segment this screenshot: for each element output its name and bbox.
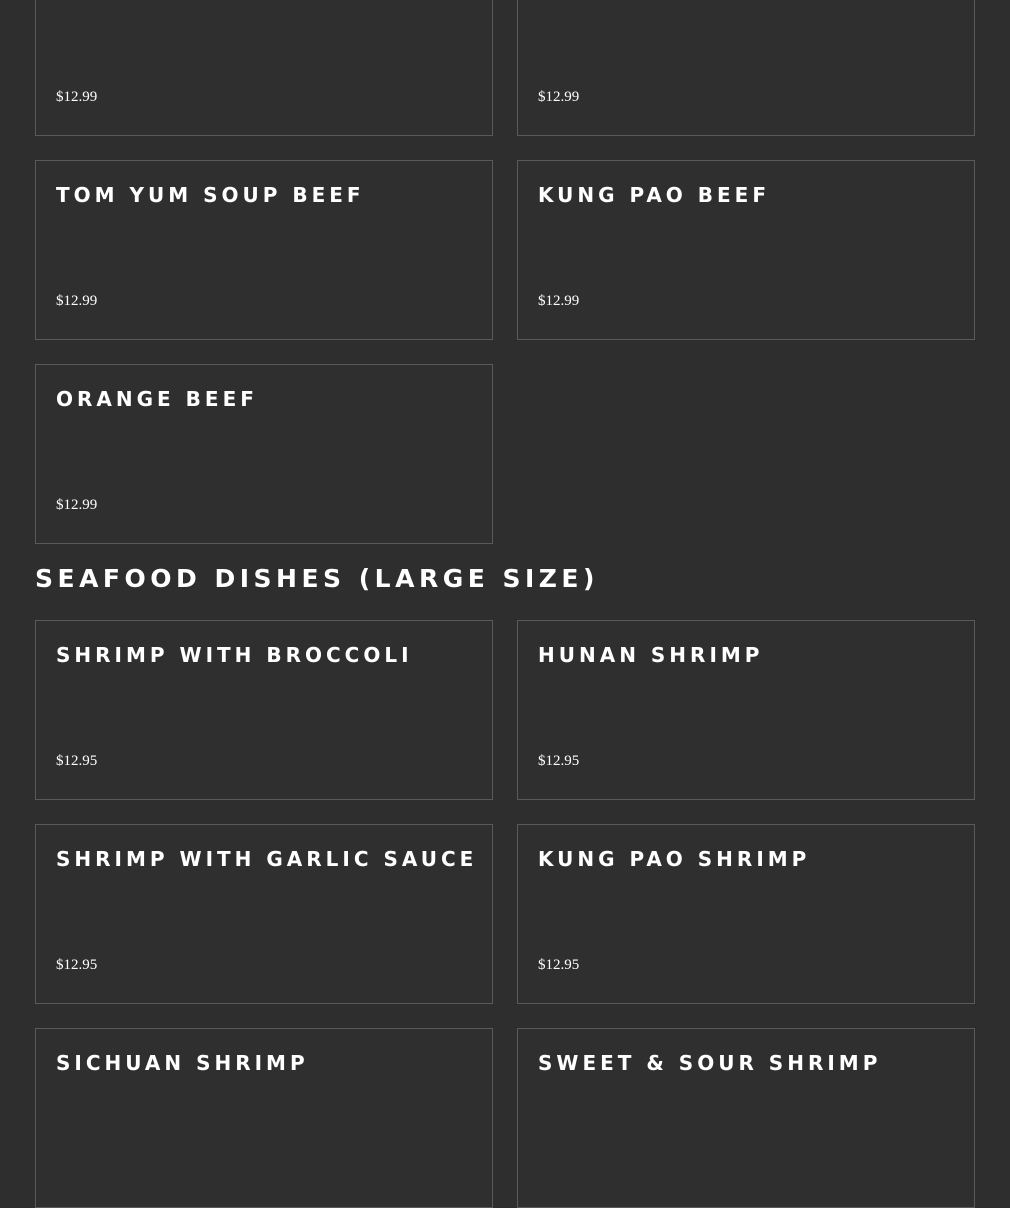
menu-item-price: $12.99	[56, 89, 98, 105]
menu-item-price: $12.95	[538, 753, 580, 769]
menu-item-card[interactable]	[35, 364, 493, 544]
menu-item-price: $12.95	[538, 957, 580, 973]
menu-item-card[interactable]	[517, 620, 975, 800]
menu-item-name: SHRIMP WITH BROCCOLI	[56, 643, 413, 667]
menu-item-name: KUNG PAO BEEF	[538, 183, 770, 207]
menu-item-card[interactable]	[517, 1028, 975, 1208]
menu-item-name: KUNG PAO SHRIMP	[538, 847, 811, 871]
menu-item-name: SICHUAN SHRIMP	[56, 1051, 309, 1075]
menu-item-price: $12.95	[56, 753, 98, 769]
menu-item-name: SWEET & SOUR SHRIMP	[538, 1051, 882, 1075]
menu-item-price: $12.99	[56, 293, 98, 309]
menu-item-card[interactable]	[35, 160, 493, 340]
menu-item-price: $12.95	[56, 957, 98, 973]
menu-item-card[interactable]	[35, 1028, 493, 1208]
menu-item-card[interactable]	[517, 824, 975, 1004]
menu-item-card[interactable]	[35, 620, 493, 800]
menu-item-name: ORANGE BEEF	[56, 387, 258, 411]
menu-item-price: $12.99	[538, 293, 580, 309]
section-title-seafood: SEAFOOD DISHES (LARGE SIZE)	[35, 564, 599, 593]
menu-item-name: HUNAN SHRIMP	[538, 643, 764, 667]
menu-item-price: $12.99	[538, 89, 580, 105]
menu-item-name: TOM YUM SOUP BEEF	[56, 183, 365, 207]
menu-item-card[interactable]	[517, 160, 975, 340]
menu-item-price: $12.99	[56, 497, 98, 513]
menu-item-card[interactable]	[517, 0, 975, 136]
menu-item-name: SHRIMP WITH GARLIC SAUCE	[56, 847, 478, 871]
menu-item-card[interactable]	[35, 824, 493, 1004]
menu-item-card[interactable]	[35, 0, 493, 136]
